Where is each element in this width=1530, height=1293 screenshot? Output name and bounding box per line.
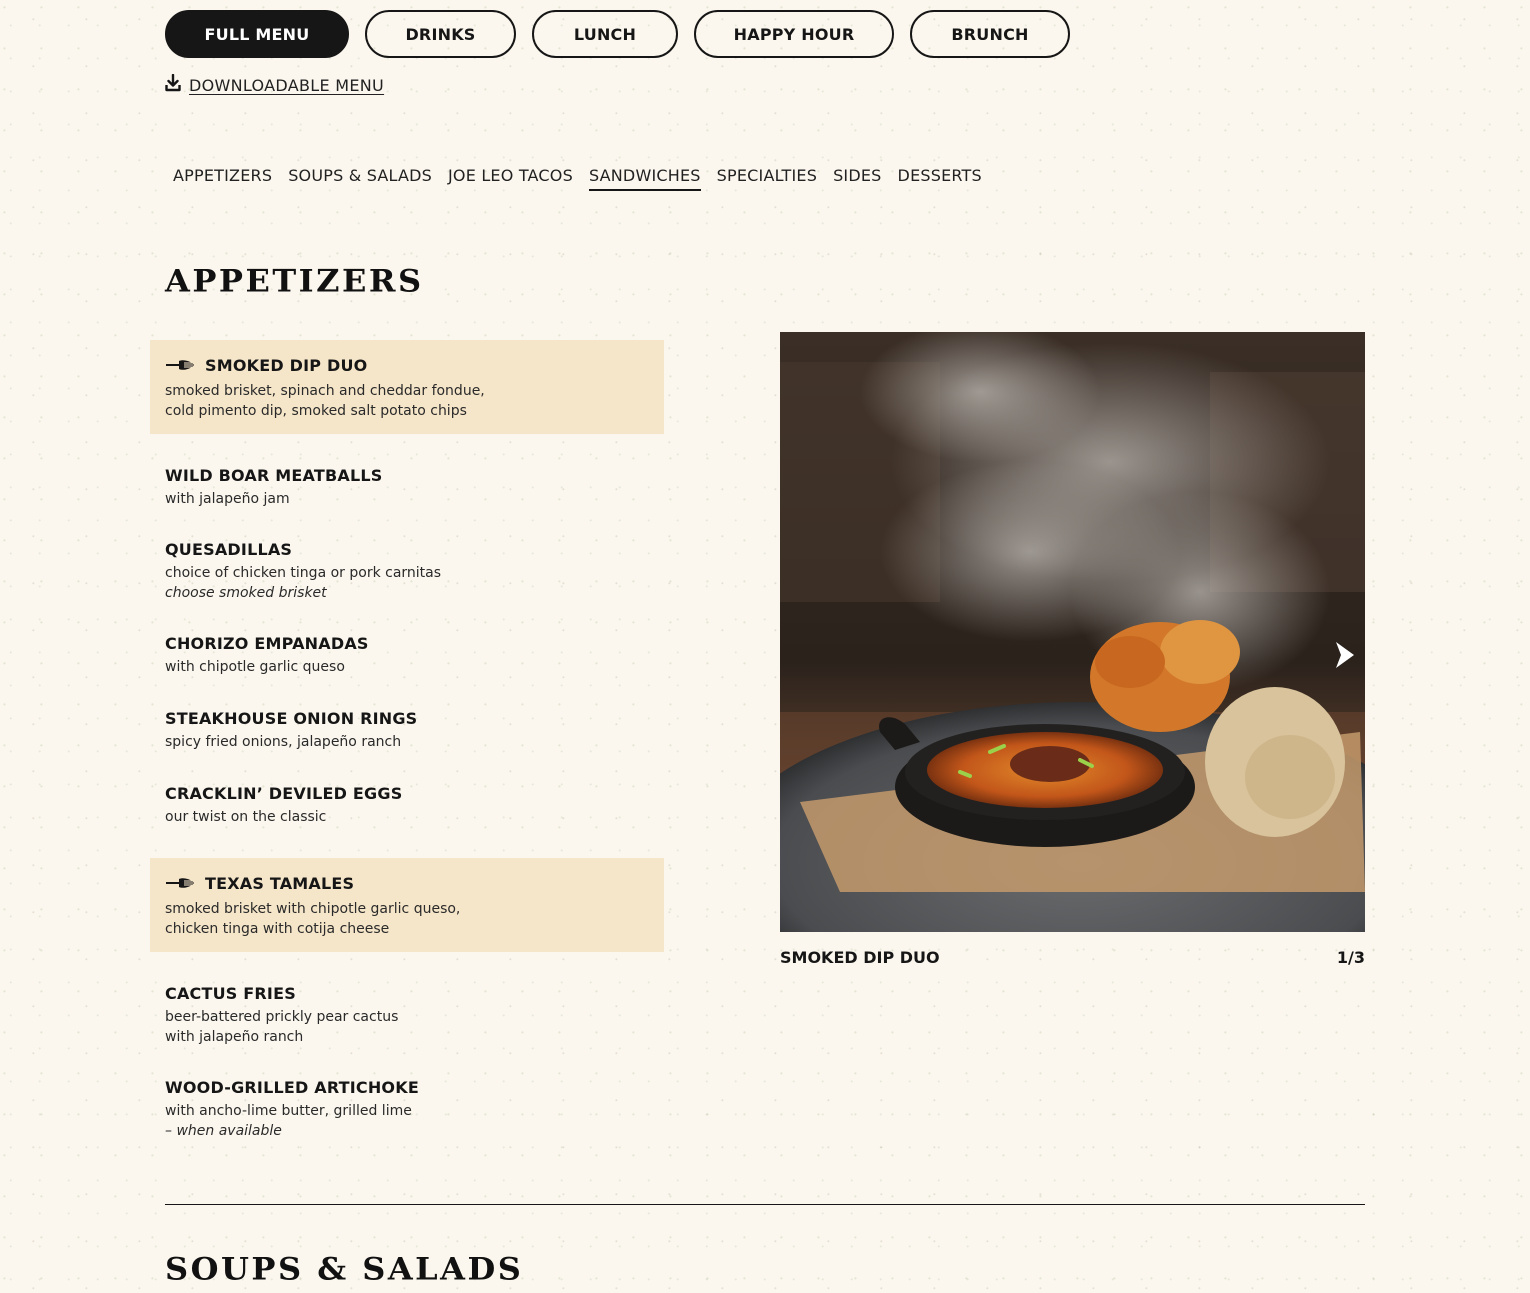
category-nav [173, 166, 982, 191]
menu-item-featured [150, 340, 664, 434]
category-sides[interactable]: SIDES [833, 166, 882, 185]
item-desc: chicken tinga with cotija cheese [165, 921, 390, 937]
category-sandwiches[interactable]: SANDWICHES [589, 166, 701, 191]
item-name: STEAKHOUSE ONION RINGS [165, 709, 418, 728]
menu-item [150, 984, 664, 1047]
tab-lunch[interactable]: LUNCH [532, 10, 678, 58]
menu-tabs [165, 10, 1070, 58]
item-name: QUESADILLAS [165, 540, 293, 559]
download-label: DOWNLOADABLE MENU [189, 75, 385, 95]
signature-knife-icon [165, 356, 195, 375]
menu-item-featured [150, 858, 664, 952]
section-title-appetizers: APPETIZERS [165, 262, 424, 300]
category-specialties[interactable]: SPECIALTIES [716, 166, 818, 185]
tab-happy-hour[interactable]: HAPPY HOUR [694, 10, 894, 58]
download-icon [165, 74, 181, 96]
chevron-right-icon [1333, 640, 1357, 670]
item-name: SMOKED DIP DUO [205, 356, 368, 375]
item-desc: spicy fried onions, jalapeño ranch [165, 734, 402, 750]
item-name: CACTUS FRIES [165, 984, 296, 1003]
menu-item [150, 540, 664, 603]
item-desc: cold pimento dip, smoked salt potato chips [165, 403, 467, 419]
item-name: TEXAS TAMALES [205, 874, 355, 893]
item-note: – when available [165, 1123, 282, 1139]
item-name: CRACKLIN’ DEVILED EGGS [165, 784, 403, 803]
dish-photo-carousel[interactable] [780, 332, 1365, 932]
category-soups-salads[interactable]: SOUPS & SALADS [288, 166, 433, 185]
item-name: WOOD-GRILLED ARTICHOKE [165, 1078, 419, 1097]
menu-item [150, 784, 664, 827]
tab-brunch[interactable]: BRUNCH [910, 10, 1070, 58]
tab-full-menu[interactable]: FULL MENU [165, 10, 349, 58]
item-desc: with jalapeño jam [165, 491, 290, 507]
item-desc: beer-battered prickly pear cactus [165, 1009, 399, 1025]
next-slide-button[interactable] [1333, 640, 1357, 670]
category-joe-leo-tacos[interactable]: JOE LEO TACOS [448, 166, 573, 185]
tab-drinks[interactable]: DRINKS [365, 10, 516, 58]
menu-item [150, 709, 664, 752]
item-desc: our twist on the classic [165, 809, 327, 825]
dish-photo [780, 332, 1365, 932]
downloadable-menu-link[interactable] [165, 74, 384, 96]
photo-caption: SMOKED DIP DUO [780, 948, 940, 967]
category-appetizers[interactable]: APPETIZERS [173, 166, 273, 185]
item-desc: with jalapeño ranch [165, 1029, 304, 1045]
item-desc: smoked brisket with chipotle garlic queso, [165, 901, 461, 917]
section-title-soups-salads: SOUPS & SALADS [165, 1250, 524, 1288]
item-name: WILD BOAR MEATBALLS [165, 466, 383, 485]
item-desc: smoked brisket, spinach and cheddar fondue, [165, 383, 485, 399]
signature-knife-icon [165, 874, 195, 893]
item-name: CHORIZO EMPANADAS [165, 634, 369, 653]
item-note: choose smoked brisket [165, 585, 327, 601]
item-desc: with chipotle garlic queso [165, 659, 345, 675]
category-desserts[interactable]: DESSERTS [897, 166, 982, 185]
menu-item [150, 1078, 664, 1141]
menu-item [150, 634, 664, 677]
menu-item [150, 466, 664, 509]
item-desc: with ancho-lime butter, grilled lime [165, 1103, 412, 1119]
section-divider [165, 1204, 1365, 1205]
slide-counter: 1/3 [1336, 948, 1365, 967]
item-desc: choice of chicken tinga or pork carnitas [165, 565, 442, 581]
